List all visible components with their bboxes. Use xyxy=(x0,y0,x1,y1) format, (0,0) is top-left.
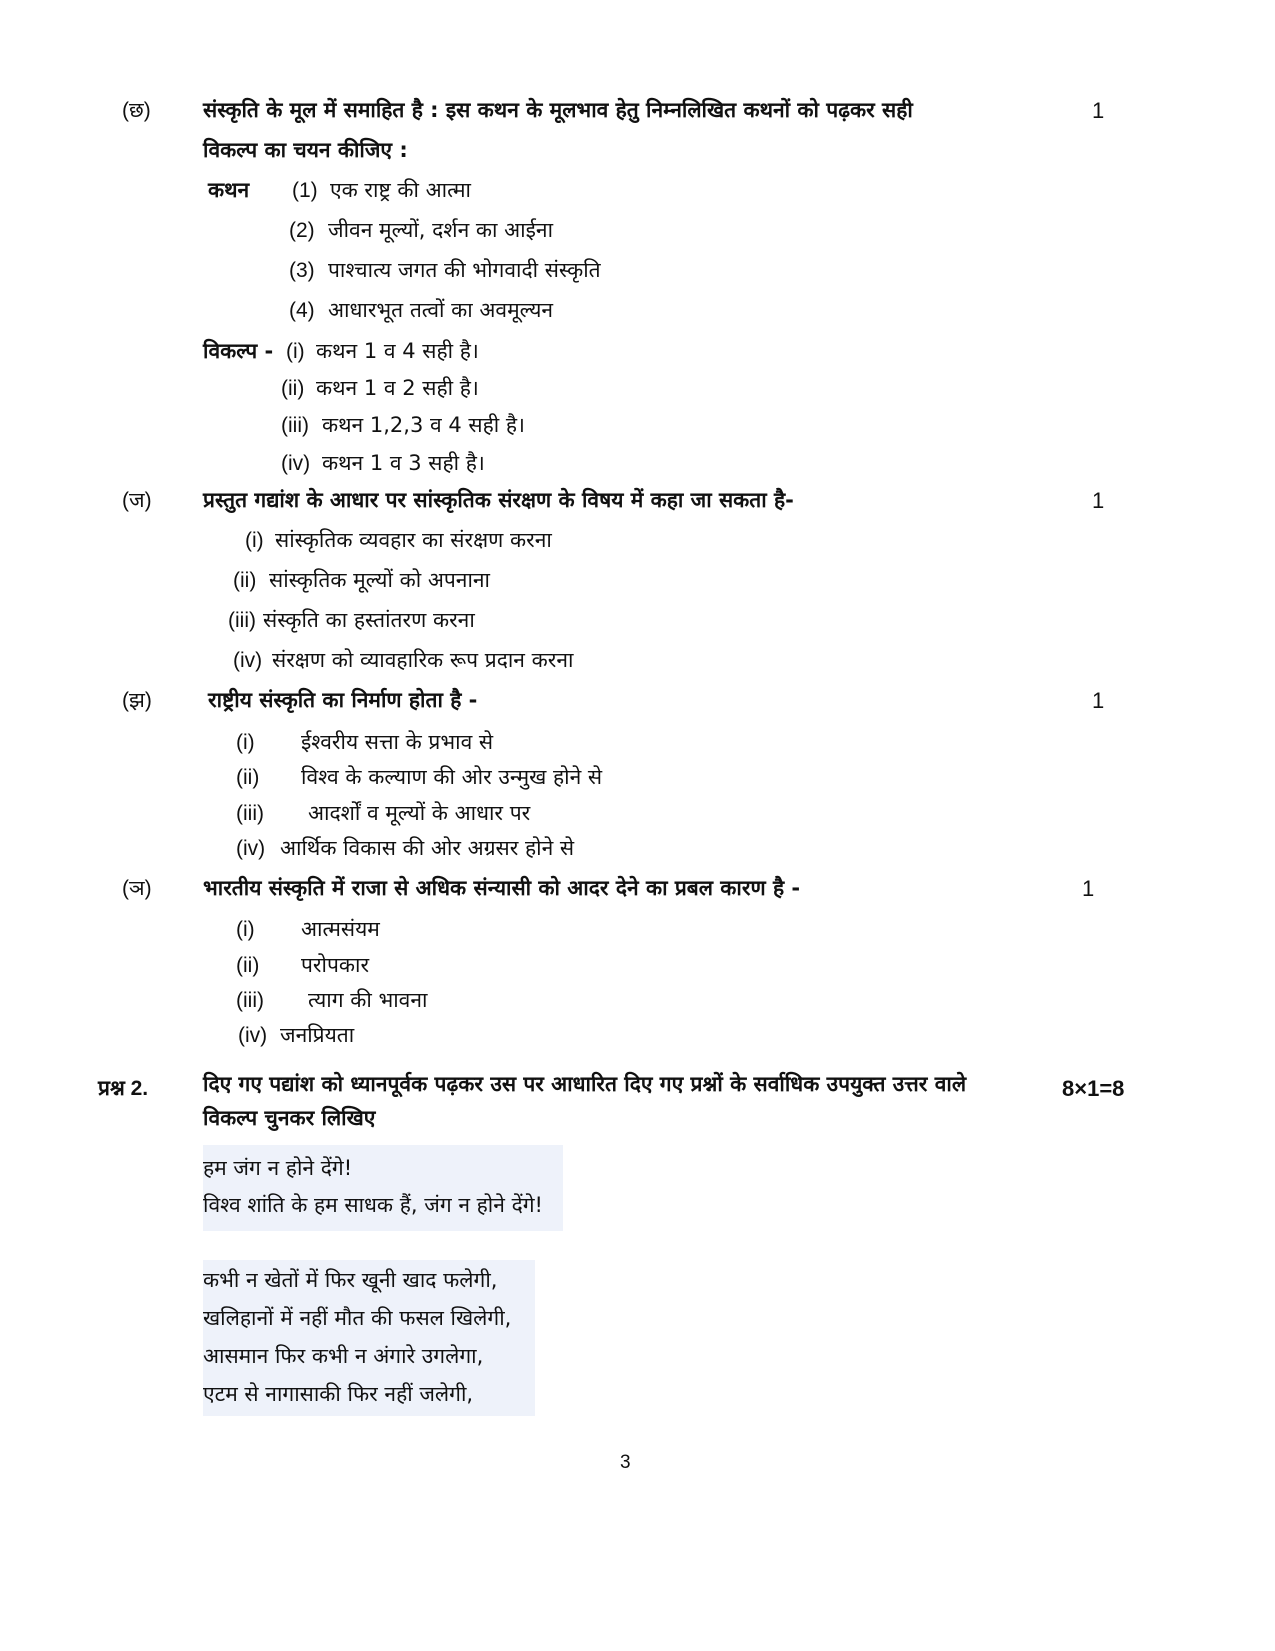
option-text: आदर्शों व मूल्यों के आधार पर xyxy=(308,801,531,825)
marks: 8×1=8 xyxy=(1062,1076,1125,1101)
option-text: सांस्कृतिक मूल्यों को अपनाना xyxy=(269,568,490,592)
option-num: (iii) xyxy=(281,414,309,437)
marks: 1 xyxy=(1092,488,1105,513)
option-num: (i) xyxy=(286,340,305,363)
question-label: (झ) xyxy=(122,689,152,712)
option-num: (iv) xyxy=(238,1024,268,1047)
option-num: (iv) xyxy=(236,837,266,860)
question-label: (छ) xyxy=(122,99,151,122)
option-num: (iv) xyxy=(281,452,311,475)
statement-num: (3) xyxy=(289,259,315,282)
poem-line: कभी न खेतों में फिर खूनी खाद फलेगी, xyxy=(203,1268,498,1292)
statement-num: (1) xyxy=(292,179,318,202)
question-label: (ञ) xyxy=(122,877,152,900)
question-text: भारतीय संस्कृति में राजा से अधिक संन्यासी को आदर देने का प्रबल कारण है - xyxy=(203,876,801,900)
option-text: कथन 1 व 2 सही है। xyxy=(316,376,479,400)
options-heading: विकल्प - xyxy=(203,339,274,363)
page-number: 3 xyxy=(620,1452,631,1473)
option-text: आत्मसंयम xyxy=(301,917,380,941)
option-text: संस्कृति का हस्तांतरण करना xyxy=(263,608,475,632)
statement-text: जीवन मूल्यों, दर्शन का आईना xyxy=(328,218,554,242)
option-num: (ii) xyxy=(281,377,305,400)
option-num: (iii) xyxy=(228,609,256,632)
option-text: ईश्वरीय सत्ता के प्रभाव से xyxy=(301,730,494,754)
option-num: (iv) xyxy=(233,649,263,672)
question-label: (ज) xyxy=(122,489,152,512)
question-2-instruction-cont: विकल्प चुनकर लिखिए xyxy=(203,1106,376,1130)
option-text: कथन 1 व 4 सही है। xyxy=(316,339,479,363)
option-num: (ii) xyxy=(233,569,257,592)
option-num: (iii) xyxy=(236,802,264,825)
poem-line: खलिहानों में नहीं मौत की फसल खिलेगी, xyxy=(203,1306,512,1330)
option-text: संरक्षण को व्यावहारिक रूप प्रदान करना xyxy=(272,648,574,672)
poem-line: विश्व शांति के हम साधक हैं, जंग न होने देंगे! xyxy=(203,1193,543,1217)
marks: 1 xyxy=(1092,98,1105,123)
option-num: (ii) xyxy=(236,766,260,789)
option-text: आर्थिक विकास की ओर अग्रसर होने से xyxy=(280,836,575,860)
option-text: परोपकार xyxy=(301,953,370,977)
option-num: (ii) xyxy=(236,954,260,977)
question-text: प्रस्तुत गद्यांश के आधार पर सांस्कृतिक संरक्षण के विषय में कहा जा सकता है- xyxy=(203,488,794,512)
option-num: (iii) xyxy=(236,989,264,1012)
statement-text: पाश्चात्य जगत की भोगवादी संस्कृति xyxy=(328,258,601,282)
option-text: जनप्रियता xyxy=(280,1023,355,1047)
statements-heading: कथन xyxy=(208,178,250,202)
option-text: कथन 1 व 3 सही है। xyxy=(322,451,485,475)
poem-line: हम जंग न होने देंगे! xyxy=(203,1156,353,1180)
question-text: संस्कृति के मूल में समाहित है : इस कथन के मूलभाव हेतु निम्नलिखित कथनों को पढ़कर सही xyxy=(203,98,913,122)
statement-num: (2) xyxy=(289,219,315,242)
option-num: (i) xyxy=(245,529,264,552)
poem-line: आसमान फिर कभी न अंगारे उगलेगा, xyxy=(203,1344,484,1368)
statement-text: आधारभूत तत्वों का अवमूल्यन xyxy=(328,298,554,322)
marks: 1 xyxy=(1082,876,1095,901)
option-num: (i) xyxy=(236,918,255,941)
option-text: सांस्कृतिक व्यवहार का संरक्षण करना xyxy=(275,528,552,552)
statement-text: एक राष्ट्र की आत्मा xyxy=(330,178,471,202)
poem-line: एटम से नागासाकी फिर नहीं जलेगी, xyxy=(203,1382,474,1406)
option-num: (i) xyxy=(236,731,255,754)
option-text: कथन 1,2,3 व 4 सही है। xyxy=(322,413,525,437)
question-text-cont: विकल्प का चयन कीजिए : xyxy=(203,138,408,162)
option-text: त्याग की भावना xyxy=(308,988,428,1012)
question-2-label: प्रश्न 2. xyxy=(98,1077,149,1100)
marks: 1 xyxy=(1092,688,1105,713)
statement-num: (4) xyxy=(289,299,315,322)
question-text: राष्ट्रीय संस्कृति का निर्माण होता है - xyxy=(208,688,478,712)
option-text: विश्व के कल्याण की ओर उन्मुख होने से xyxy=(301,765,603,789)
question-2-instruction: दिए गए पद्यांश को ध्यानपूर्वक पढ़कर उस पर आधारित दिए गए प्रश्नों के सर्वाधिक उपयुक्त उत्तर वाले xyxy=(203,1072,967,1096)
